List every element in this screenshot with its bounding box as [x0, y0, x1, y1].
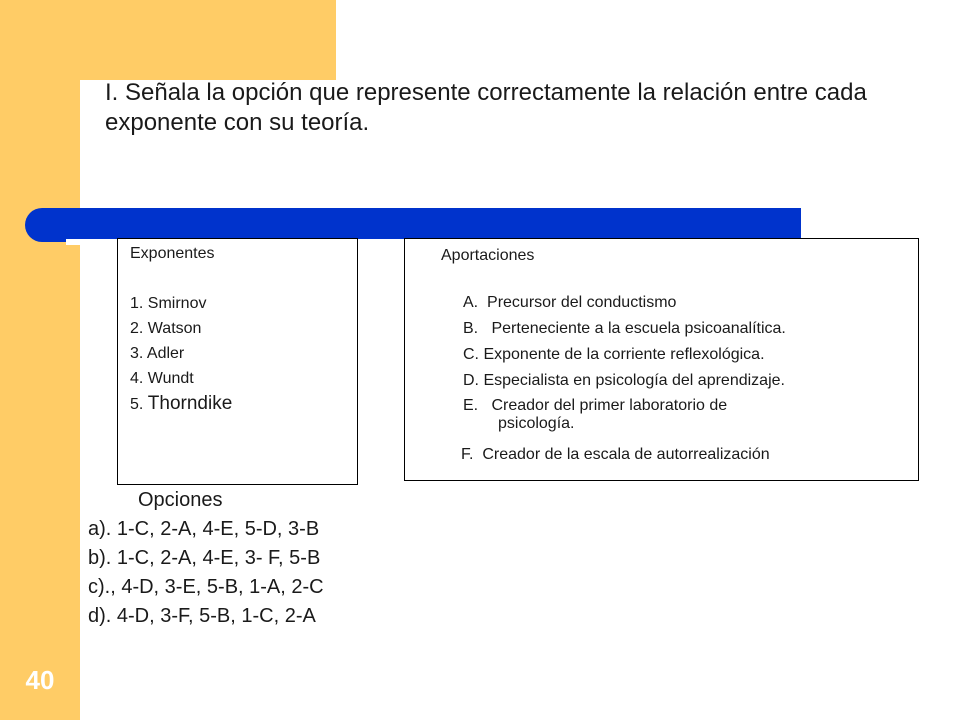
aportacion-text: Creador del primer laboratorio de: [491, 397, 728, 414]
aportacion-text: Creador de la escala de autorrealización: [482, 446, 770, 463]
exponente-item: [130, 366, 357, 391]
aportacion-text-continued: psicología.: [498, 415, 575, 432]
exponente-item: [130, 391, 357, 416]
aportaciones-box: [404, 238, 919, 481]
exponente-name: Thorndike: [147, 393, 233, 414]
aportacion-letter: A.: [463, 294, 479, 311]
aportacion-text: Exponente de la corriente reflexológica.: [483, 346, 765, 363]
exponente-name: Wundt: [147, 370, 194, 387]
exponentes-box: [117, 238, 358, 485]
aportaciones-header: Aportaciones: [441, 247, 535, 264]
aportacion-text: Especialista en psicología del aprendizaje.: [483, 372, 785, 389]
option-c: c)., 4-D, 3-E, 5-B, 1-A, 2-C: [88, 576, 324, 598]
aportacion-item: [463, 294, 676, 312]
exponente-num: 2.: [130, 320, 144, 337]
aportacion-letter: B.: [463, 320, 479, 337]
aportacion-letter: F.: [461, 446, 474, 463]
exponente-num: 3.: [130, 345, 144, 362]
exponente-item: [130, 291, 357, 316]
exponente-num: 5.: [130, 396, 144, 413]
aportacion-text: Precursor del conductismo: [487, 294, 677, 311]
opciones-list: [88, 486, 324, 631]
aportacion-letter: C.: [463, 346, 479, 363]
exponente-name: Adler: [146, 345, 185, 362]
option-a: a). 1-C, 2-A, 4-E, 5-D, 3-B: [88, 518, 320, 540]
aportacion-text: Perteneciente a la escuela psicoanalítica.: [491, 320, 786, 337]
left-accent-band: [0, 0, 80, 720]
aportacion-letter: E.: [463, 397, 479, 414]
option-b: b). 1-C, 2-A, 4-E, 3- F, 5-B: [88, 547, 321, 569]
exponente-item: [130, 341, 357, 366]
aportacion-item: [463, 372, 785, 390]
option-d: d). 4-D, 3-F, 5-B, 1-C, 2-A: [88, 605, 316, 627]
exponente-name: Smirnov: [147, 295, 207, 312]
slide-number: 40: [25, 665, 55, 695]
exponente-num: 4.: [130, 370, 144, 387]
top-accent-band: [80, 0, 336, 80]
opciones-header: Opciones: [138, 489, 223, 511]
exponente-num: 1.: [130, 295, 144, 312]
exponente-item: [130, 316, 357, 341]
aportacion-letter: D.: [463, 372, 479, 389]
exponentes-header: Exponentes: [130, 245, 215, 262]
aportacion-item: [463, 346, 765, 364]
aportacion-item: [463, 397, 863, 433]
aportacion-item: [461, 446, 770, 464]
decorative-blue-bar: [25, 208, 801, 242]
question-title: I. Señala la opción que represente correctamente la relación entre cada exponente con su teoría.: [105, 79, 867, 136]
exponente-name: Watson: [147, 320, 202, 337]
aportacion-item: [463, 320, 786, 338]
